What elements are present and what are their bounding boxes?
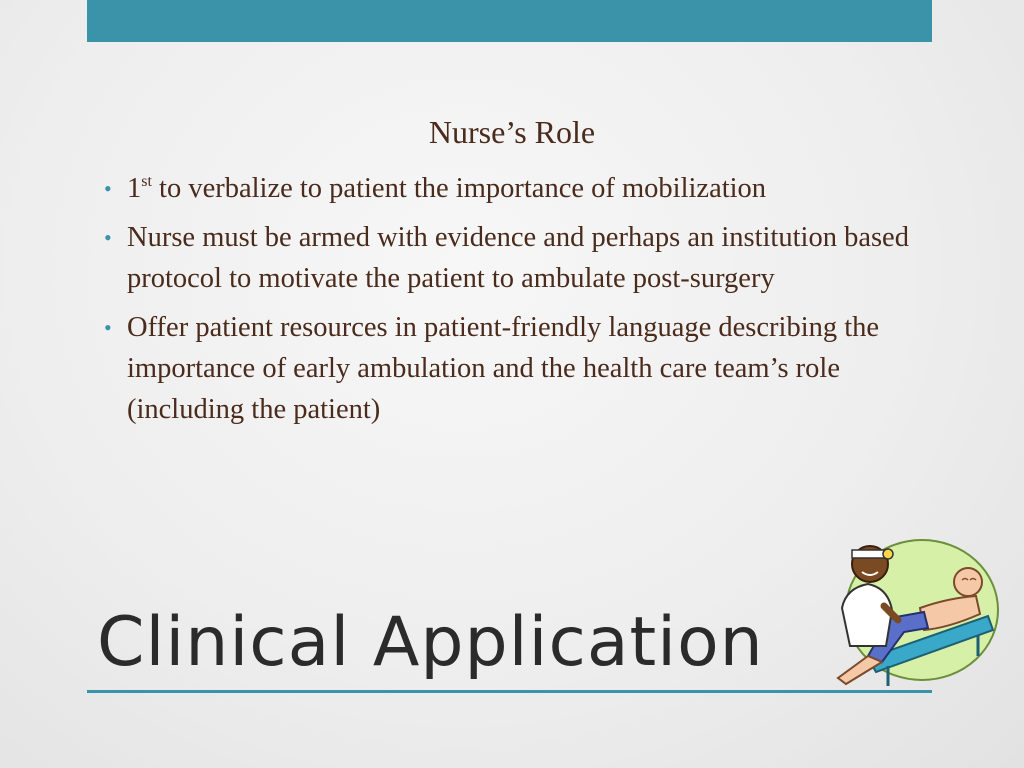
bullet-1-superscript: st (141, 173, 152, 190)
slide-title: Clinical Application (97, 603, 764, 682)
bullet-1-text: to verbalize to patient the importance of mobilization (151, 173, 767, 204)
bullet-dot-icon: • (104, 225, 112, 250)
bullet-1-prefix: 1 (127, 173, 142, 204)
nurse-mobilizing-patient-icon (828, 538, 1000, 688)
bullet-3-text: Offer patient resources in patient-friendly language describing the importance of early ambulation and the health care team’s role (including the patient) (127, 312, 880, 425)
top-accent-bar (87, 0, 932, 42)
bullet-item-1 (104, 168, 934, 209)
bullet-item-3 (104, 307, 934, 430)
bullet-2-text: Nurse must be armed with evidence and perhaps an institution based protocol to motivate the patient to ambulate post-surgery (127, 222, 909, 294)
bullet-list (104, 168, 934, 438)
slide-subtitle: Nurse’s Role (428, 114, 596, 150)
bullet-dot-icon: • (104, 315, 112, 340)
bullet-item-2 (104, 217, 934, 299)
title-underline (87, 690, 932, 693)
bullet-dot-icon: • (104, 176, 112, 201)
